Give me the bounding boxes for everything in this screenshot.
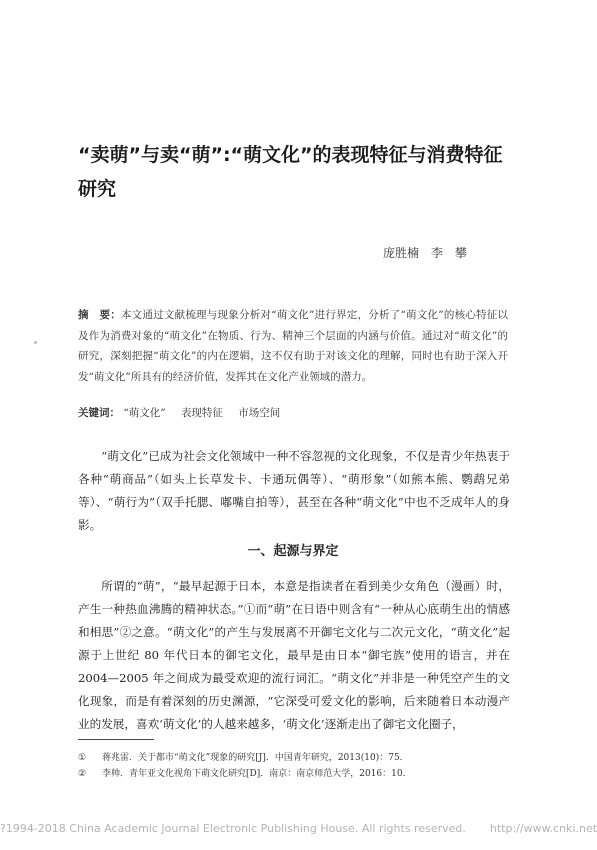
section-heading: 一、起源与界定	[247, 544, 339, 559]
keyword-item: “萌文化”	[123, 407, 166, 419]
intro-paragraph: “萌文化”已成为社会文化领域中一种不容忽视的文化现象，不仅是青少年热衷于各种“萌商品”（如头上长草发卡、卡通玩偶等）、“萌形象”（如熊本熊、鹦鹉兄弟等）、“萌行为”（双手托腮、嘟嘴自拍等），甚至在各种“萌文化”中也不乏成年人的身影。	[78, 449, 510, 532]
body-paragraph: 所谓的“萌”，“最早起源于日本，本意是指读者在看到美少女角色（漫画）时，产生一种热血沸腾的精神状态。”①而“萌”在日语中则含有“一种从心底萌生出的情感和相思”②之意。“萌文化”的产生与发展离不开御宅文化与二次元文化，“萌文化”起源于上世纪 80 年代日本的御宅文化，最早是由日本“御宅族”使用的语言，并在 2004—2005 年之间成为最受欢迎的流行词汇。“萌文化”并非是一种凭空产生的文化现象，而是有着深刻的历史渊源，“它深受可爱文化的影响，后来随着日本动漫产业的发展，喜欢‘萌文化’的人越来越多，‘萌文化’逐渐走出了御宅文化圈子，	[78, 579, 510, 731]
keyword-item: 表现特征	[180, 407, 223, 419]
keywords-block	[78, 405, 508, 420]
footnotes	[78, 750, 518, 782]
author-names: 庞胜楠 李 攀	[383, 246, 468, 260]
keywords-label: 关键词：	[78, 407, 120, 419]
footnote-mark: ②	[78, 769, 87, 779]
page-footer	[0, 822, 597, 835]
footer-url: http://www.cnki.net	[489, 822, 597, 835]
footnote-mark: ①	[78, 753, 87, 763]
keyword-item: 市场空间	[238, 407, 281, 419]
abstract-text: 本文通过文献梳理与现象分析对“萌文化”进行界定，分析了“萌文化”的核心特征以及作为消费对象的“萌文化”在物质、行为、精神三个层面的内涵与价值。通过对“萌文化”的研究，深刻把握“萌文化”的内在逻辑，这不仅有助于对该文化的理解，同时也有助于深入开发“萌文化”所具有的经济价值，发挥其在文化产业领域的潜力。	[78, 309, 508, 383]
footnote-item	[78, 766, 518, 782]
abstract-label: 摘 要：	[78, 309, 121, 321]
footnote-divider	[78, 739, 154, 740]
footnote-text: 蒋兆雷．关于都市“萌文化”现象的研究[J]．中国青年研究，2013(10)：75．	[102, 753, 409, 763]
copyright-notice: ?1994-2018 China Academic Journal Electronic Publishing House. All rights reserved.	[0, 822, 466, 835]
footnote-text: 李帅．青年亚文化视角下萌文化研究[D]．南京：南京师范大学，2016：10．	[102, 769, 412, 779]
abstract-block	[78, 305, 508, 387]
footnote-item	[78, 750, 518, 766]
margin-mark	[34, 341, 37, 344]
paper-title: “卖萌”与卖“萌”:“萌文化”的表现特征与消费特征研究	[78, 144, 503, 200]
